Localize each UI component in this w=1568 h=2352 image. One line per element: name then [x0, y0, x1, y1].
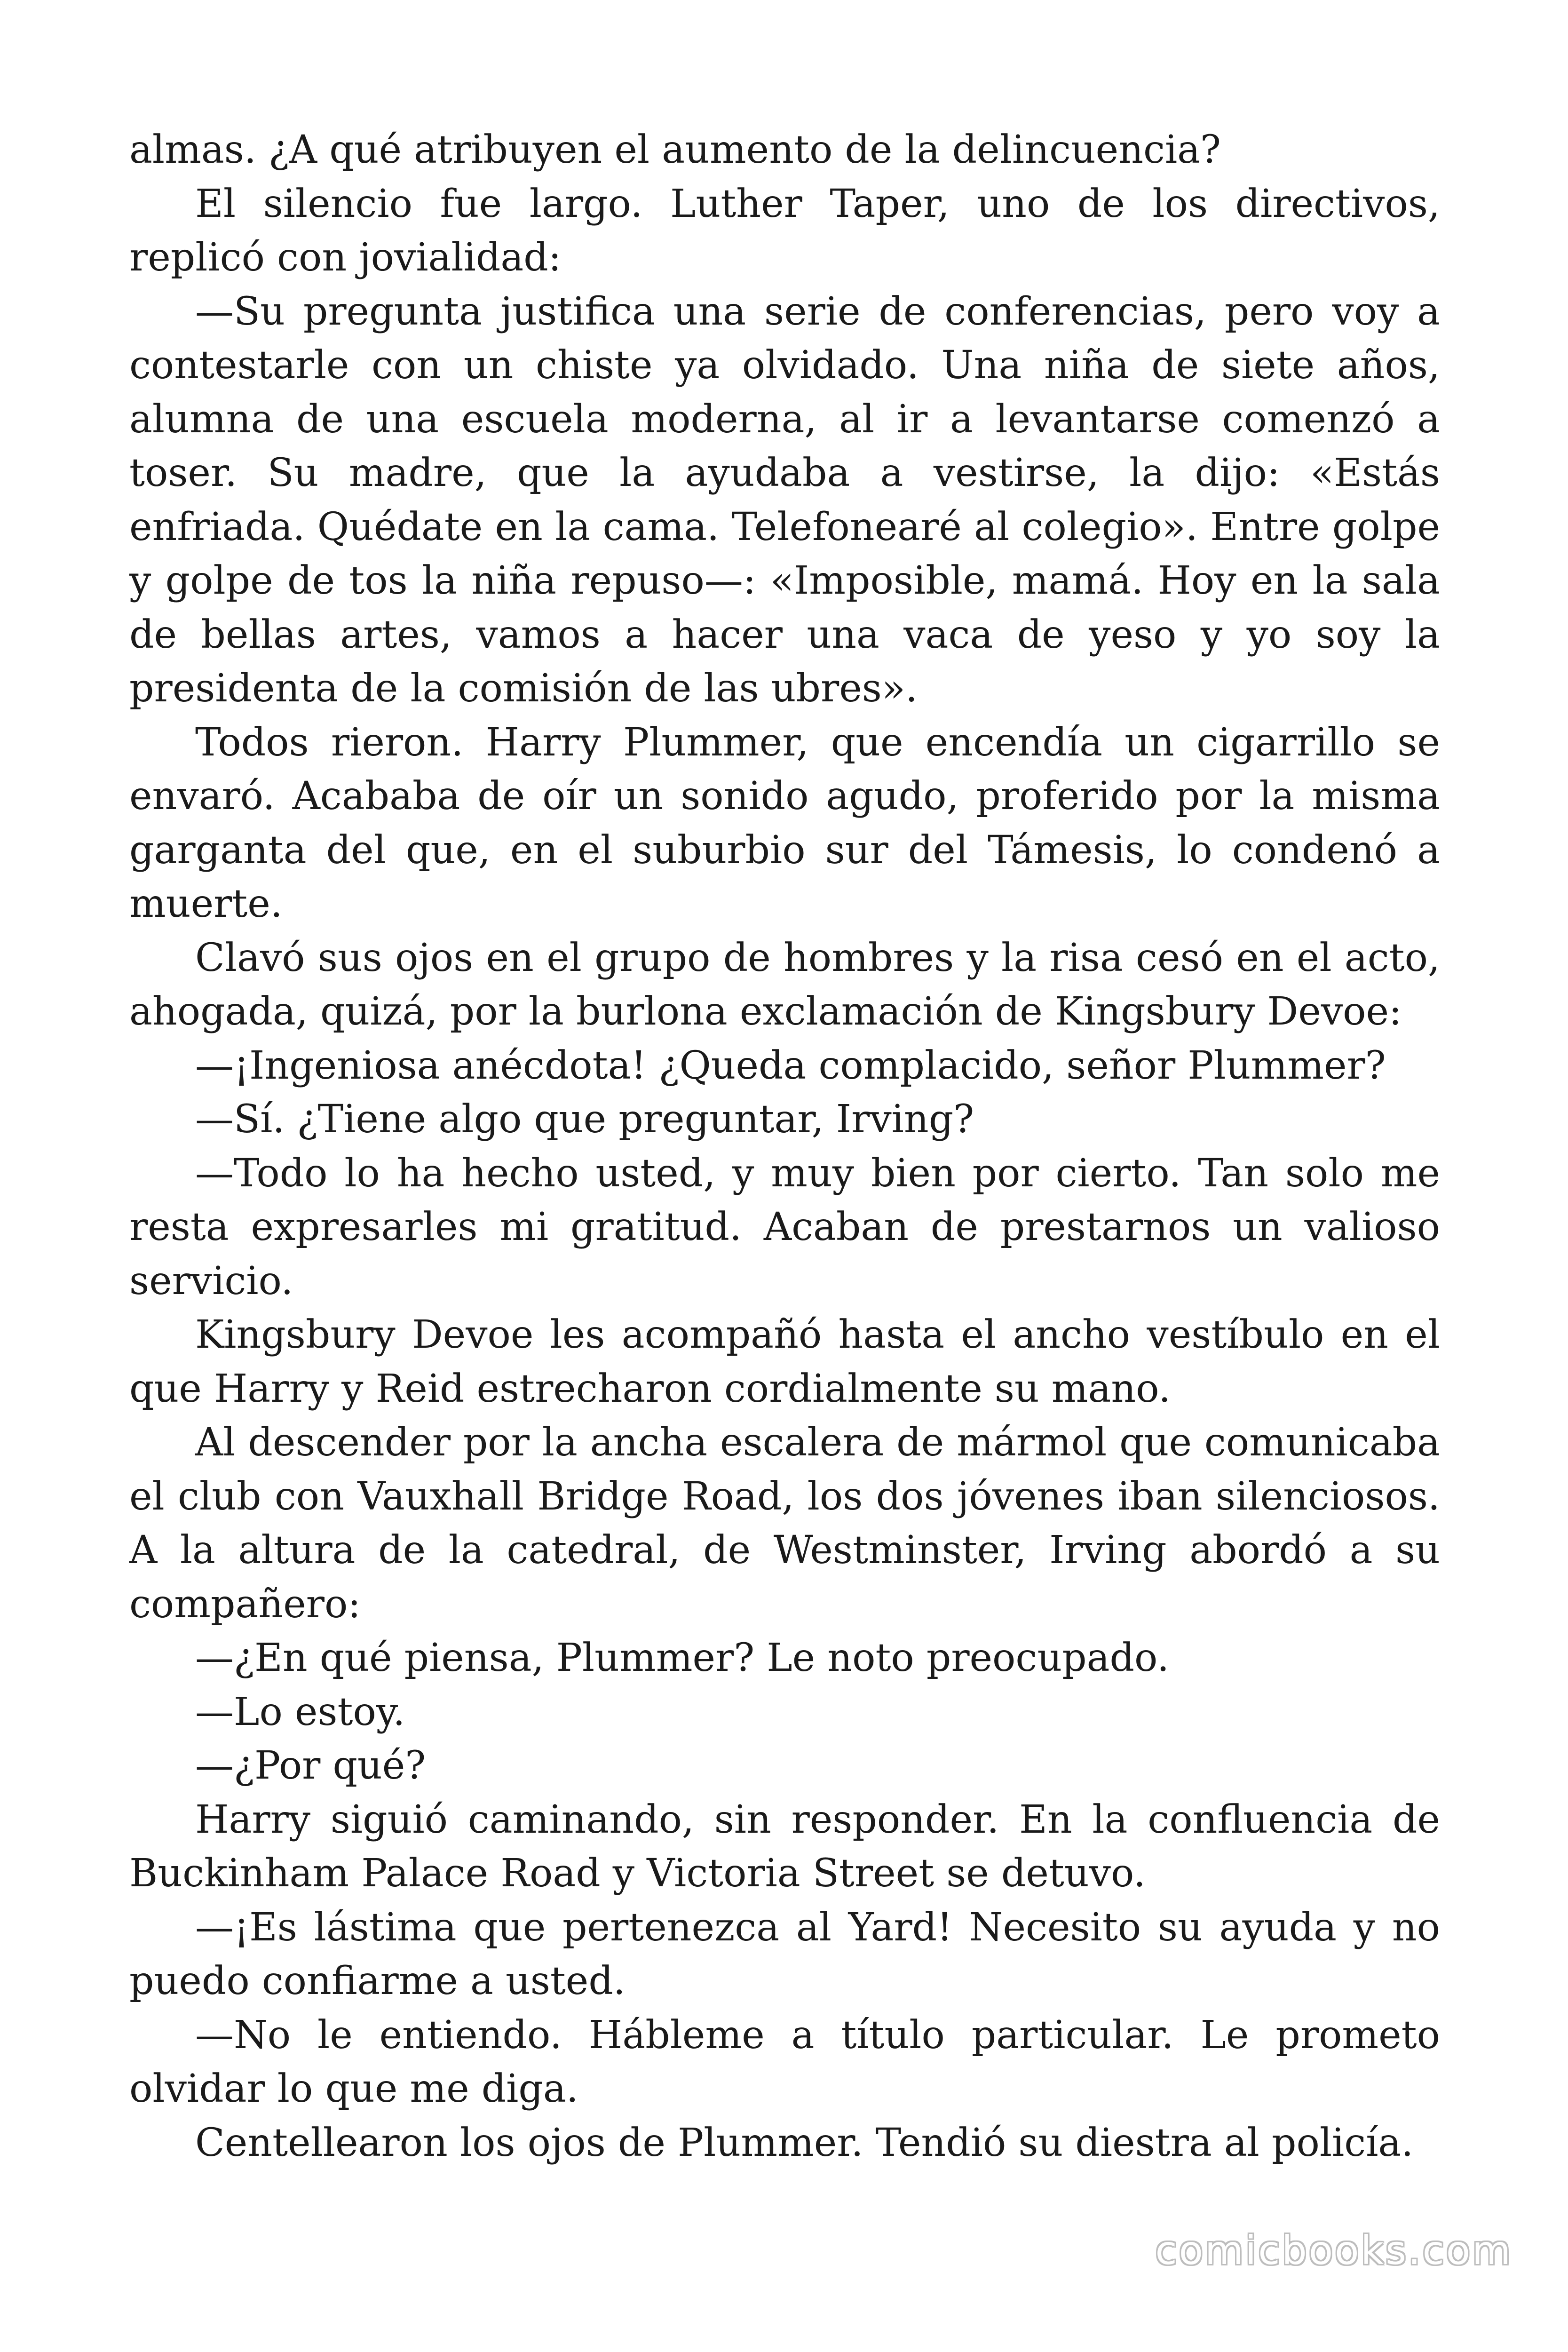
paragraph: Harry siguió caminando, sin responder. En la confluencia de Buckinham Palace Road y Victoria Street se detuvo. [129, 1797, 1440, 1896]
paragraph: Clavó sus ojos en el grupo de hombres y la risa cesó en el acto, ahogada, quizá, por la burlona exclamación de Kingsbury Devoe: [129, 935, 1440, 1034]
paragraph: —Sí. ¿Tiene algo que preguntar, Irving? [195, 1097, 974, 1142]
page-body-text [129, 123, 1440, 2170]
watermark: comicbooks.com [1155, 2227, 1513, 2273]
paragraph: Todos rieron. Harry Plummer, que encendía un cigarrillo se envaró. Acababa de oír un sonido agudo, proferido por la misma garganta del que, en el suburbio sur del Támesis, lo condenó a muerte. [129, 720, 1440, 926]
paragraph: —Lo estoy. [195, 1689, 405, 1734]
paragraph: almas. ¿A qué atribuyen el aumento de la delincuencia? [129, 127, 1221, 172]
paragraph: —No le entiendo. Hábleme a título particular. Le prometo olvidar lo que me diga. [129, 2012, 1440, 2111]
paragraph: —¿Por qué? [195, 1743, 426, 1788]
paragraph: —¿En qué piensa, Plummer? Le noto preocupado. [195, 1636, 1170, 1680]
paragraph: —Su pregunta justifica una serie de conferencias, pero voy a contestarle con un chiste ya olvidado. Una niña de siete años, alumna de una escuela moderna, al ir a levantarse comenzó a toser. Su madre, que la ayudaba a vestirse, la dijo: «Estás enfriada. Quédate en la cama. Telefonearé al colegio». Entre golpe y golpe de tos la niña repuso—: «Imposible, mamá. Hoy en la sala de bellas artes, vamos a hacer una vaca de yeso y yo soy la presidenta de la comisión de las ubres». [129, 289, 1440, 711]
paragraph: —Todo lo ha hecho usted, y muy bien por cierto. Tan solo me resta expresarles mi gratitud. Acaban de prestarnos un valioso servicio. [129, 1151, 1440, 1303]
paragraph: —¡Es lástima que pertenezca al Yard! Necesito su ayuda y no puedo confiarme a usted. [129, 1905, 1440, 2003]
paragraph: Kingsbury Devoe les acompañó hasta el ancho vestíbulo en el que Harry y Reid estrecharon cordialmente su mano. [129, 1312, 1440, 1411]
paragraph: Al descender por la ancha escalera de mármol que comunicaba el club con Vauxhall Bridge Road, los dos jóvenes iban silenciosos. A la altura de la catedral, de Westminster, Irving abordó a su compañero: [129, 1420, 1440, 1627]
paragraph: Centellearon los ojos de Plummer. Tendió su diestra al policía. [195, 2120, 1414, 2165]
paragraph: El silencio fue largo. Luther Taper, uno de los directivos, replicó con jovialidad: [129, 181, 1440, 280]
paragraph: —¡Ingeniosa anécdota! ¿Queda complacido, señor Plummer? [195, 1043, 1386, 1088]
